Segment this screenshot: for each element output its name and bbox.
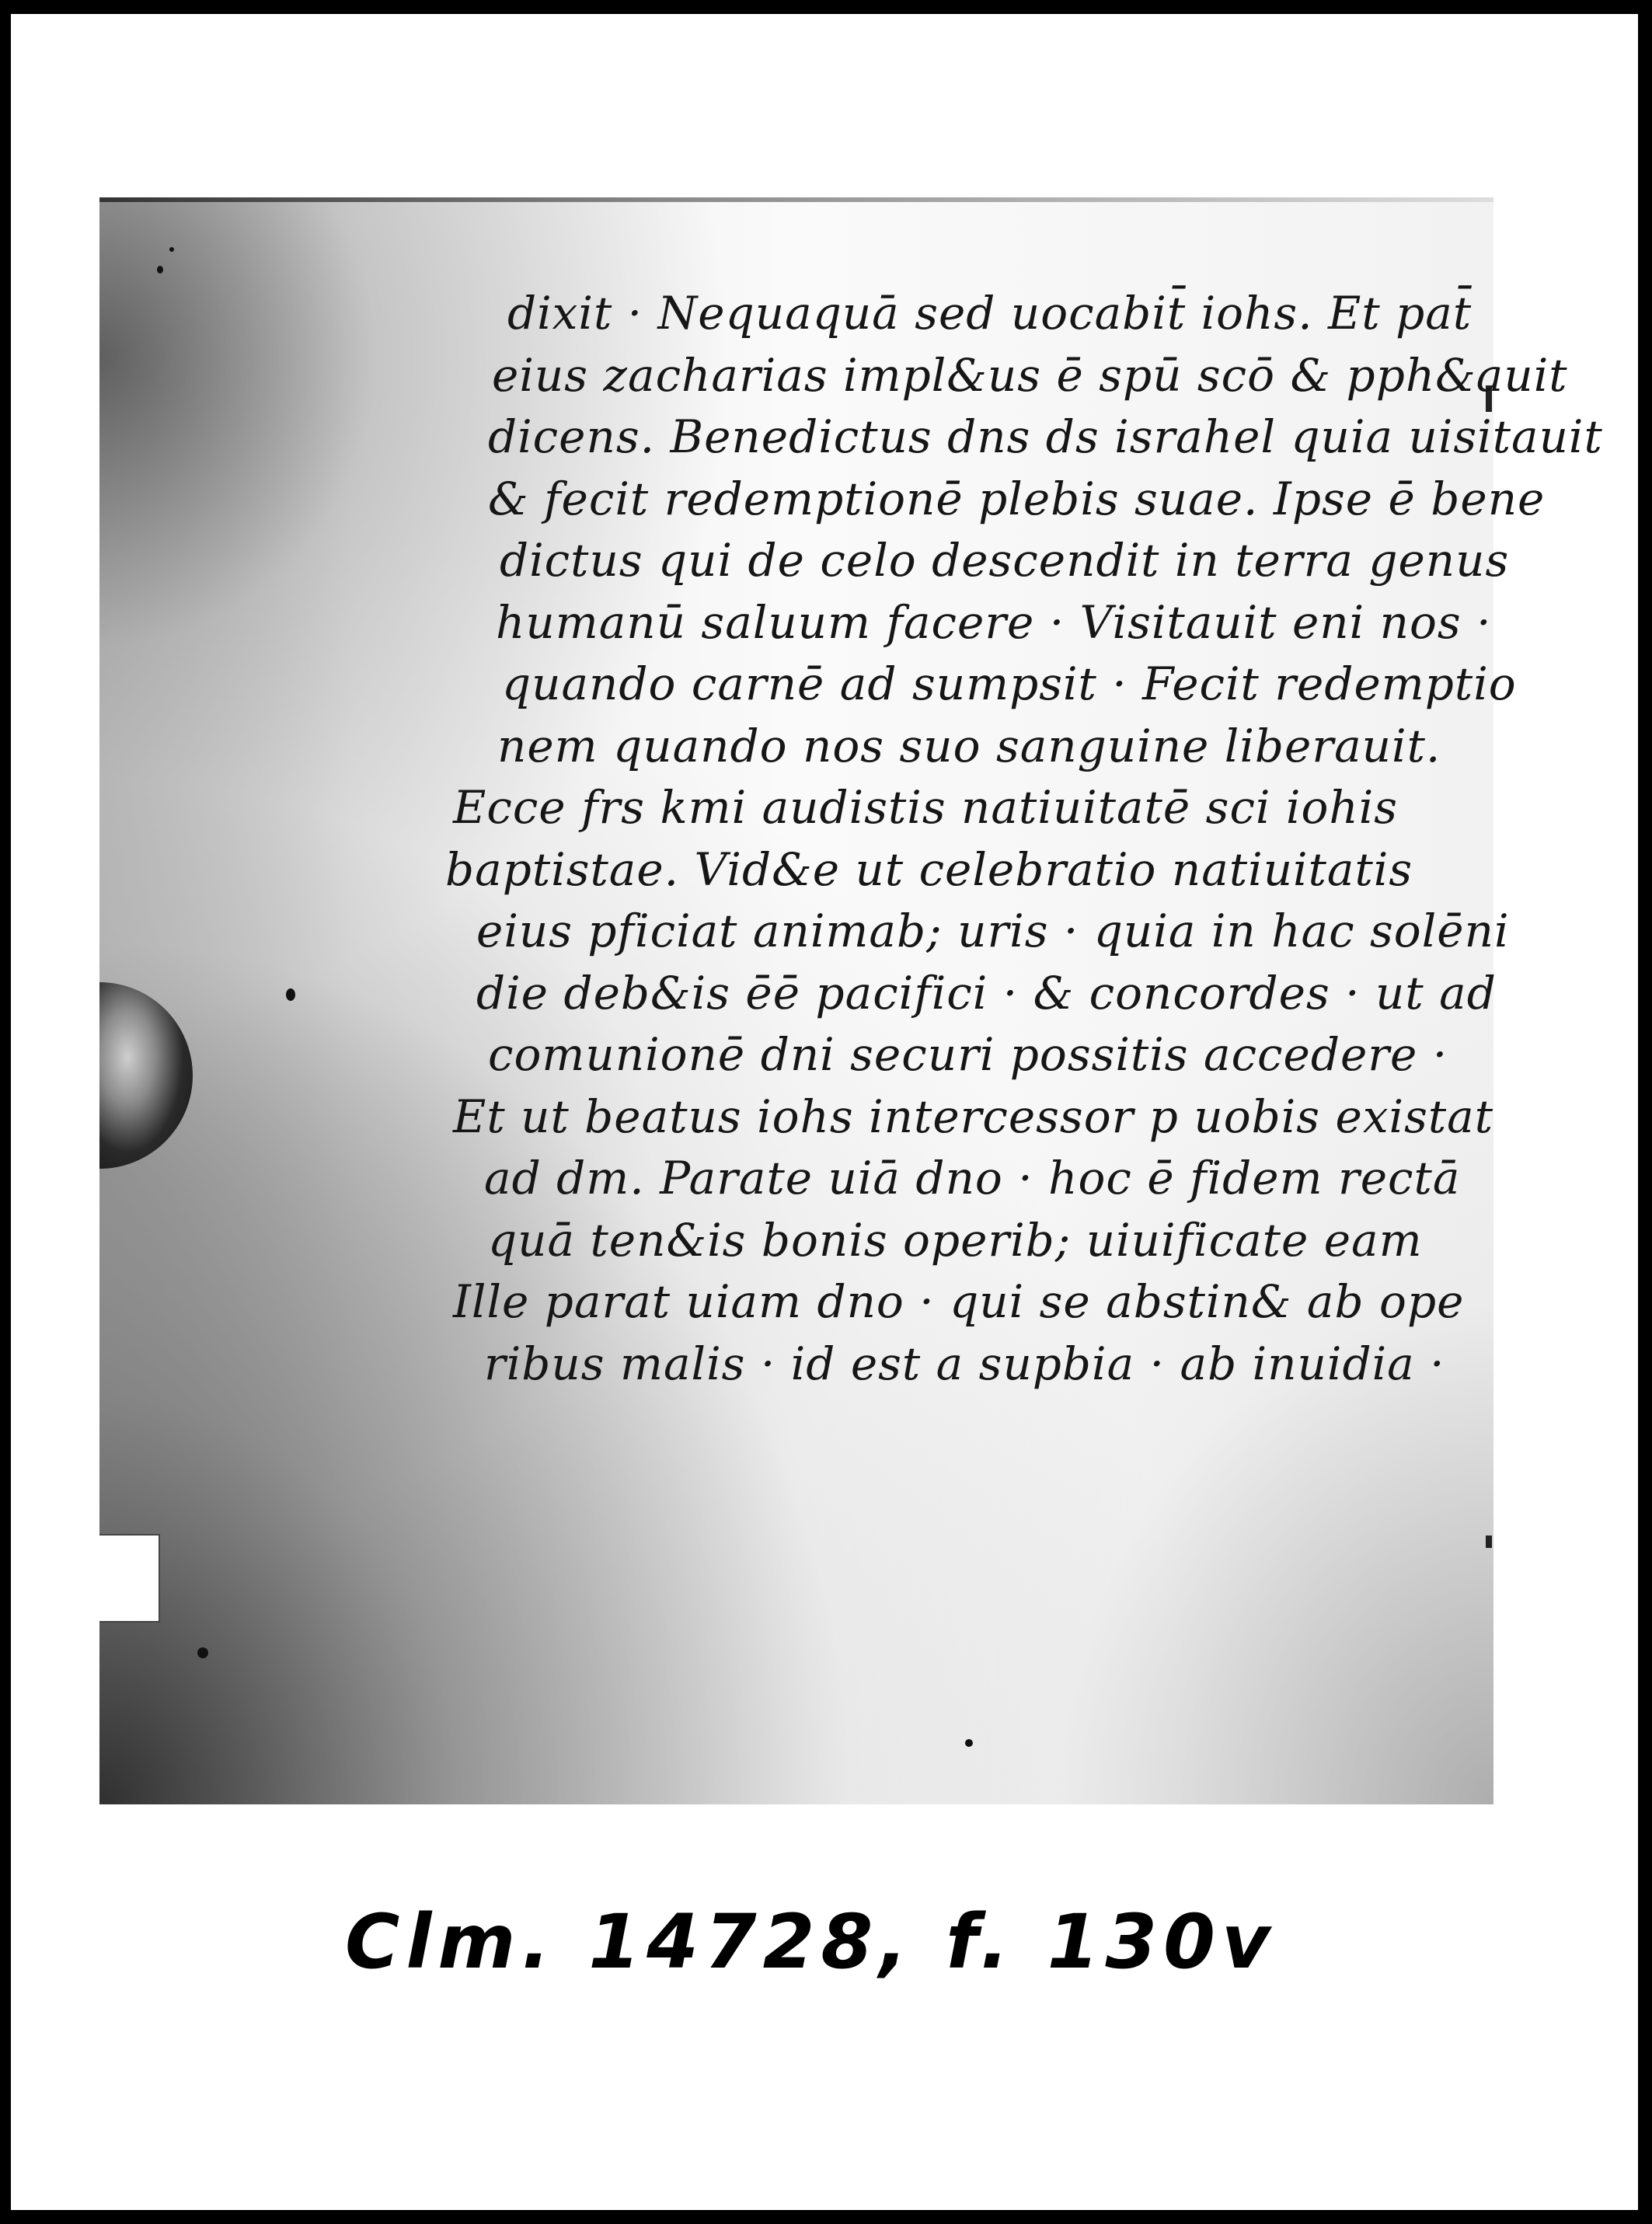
text-line: dixit · Nequaquā sed uocabit̄ iohs. Et pat̄	[507, 287, 1473, 340]
manuscript-photograph	[99, 197, 1603, 1804]
manuscript-text	[348, 283, 1603, 1395]
ink-speck	[965, 1739, 973, 1747]
text-line: eius pficiat animab; uris · quia in hac solēni	[476, 905, 1510, 957]
paper-tab	[99, 1534, 160, 1623]
text-line: Ecce frs kmi audistis natiuitatē sci iohis	[453, 781, 1399, 834]
text-line: eius zacharias impl&us ē spū scō & pph&auit	[492, 348, 1568, 402]
text-line: quando carnē ad sumpsit · Fecit redemptio	[502, 657, 1517, 710]
text-line: nem quando nos suo sanguine liberauit.	[497, 719, 1441, 772]
margin-mark	[1486, 1536, 1492, 1548]
text-line: humanū saluum facere · Visitauit eni nos ·	[496, 595, 1492, 649]
text-line: quā ten&is bonis operib; uiuificate eam	[488, 1213, 1423, 1267]
text-line: ribus malis · id est a supbia · ab inuidia ·	[484, 1337, 1445, 1390]
text-line: die deb&is ēē pacifici · & concordes · ut ad	[476, 966, 1497, 1020]
text-line: ad dm. Parate uiā dno · hoc ē fidem rectā	[484, 1152, 1461, 1204]
text-line: baptistae. Vid&e ut celebratio natiuitatis	[445, 842, 1413, 896]
text-line: Ille parat uiam dno · qui se abstin& ab ope	[453, 1275, 1465, 1328]
photo-mount-sheet	[11, 14, 1638, 2210]
ink-speck	[169, 247, 174, 252]
text-line: & fecit redemptionē plebis suae. Ipse ē bene	[488, 472, 1546, 525]
shelfmark-caption: Clm. 14728, f. 130v	[345, 1898, 1277, 1985]
text-line: dicens. Benedictus dns ds israhel quia uisitauit	[488, 410, 1603, 463]
ink-speck	[286, 988, 295, 1001]
text-line: comunionē dni securi possitis accedere ·	[488, 1028, 1448, 1081]
thumb-shadow	[99, 982, 193, 1169]
text-line: Et ut beatus iohs intercessor p uobis existat	[453, 1089, 1494, 1143]
ink-speck	[157, 266, 163, 274]
page-top-edge	[99, 197, 1493, 202]
ink-speck	[197, 1647, 208, 1658]
text-line: dictus qui de celo descendit in terra genus	[500, 534, 1510, 587]
